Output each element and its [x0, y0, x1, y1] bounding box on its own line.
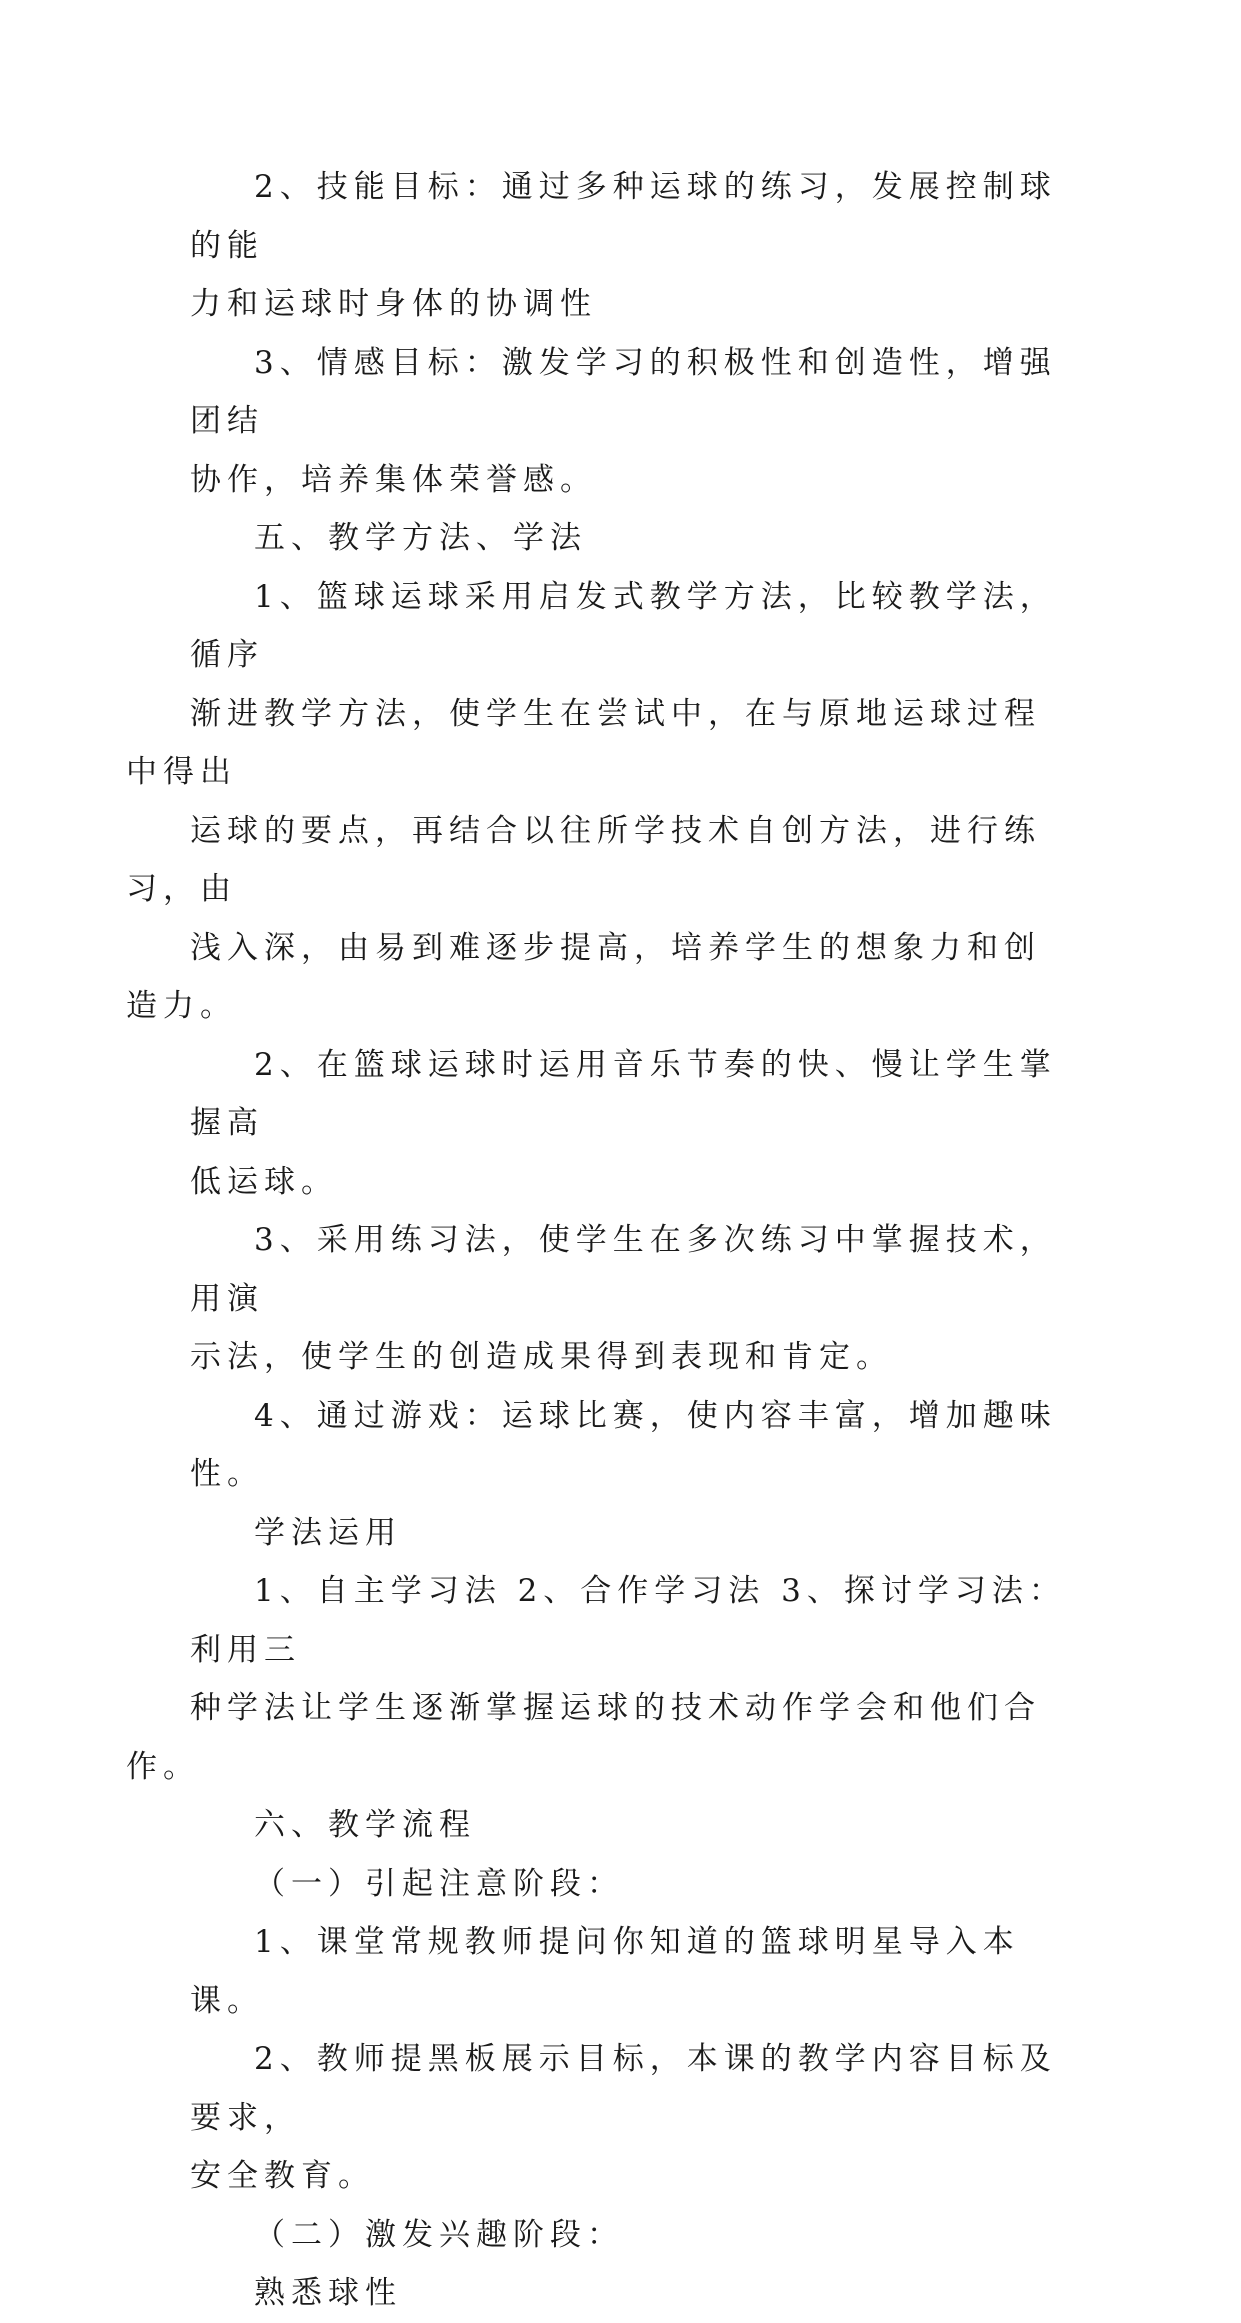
- text-line: 2、在篮球运球时运用音乐节奏的快、慢让学生掌握高: [190, 1046, 1057, 1141]
- section-heading-process: [190, 1796, 1070, 1855]
- text-line: 学法运用: [254, 1514, 402, 1551]
- text-line: 安全教育。: [190, 2158, 375, 2194]
- paragraph-method-3: [190, 1211, 1070, 1387]
- text-line: 1、课堂常规教师提问你知道的篮球明星导入本课。: [190, 1924, 1020, 2019]
- paragraph-learning-methods: [126, 1562, 1070, 1796]
- text-line: 3、采用练习法，使学生在多次练习中掌握技术，用演: [190, 1222, 1057, 1317]
- text-line: 五、教学方法、学法: [254, 520, 587, 556]
- subheading-learning-methods: [190, 1504, 1070, 1563]
- paragraph-skill-goal: [190, 158, 1070, 334]
- section-heading-methods: [190, 509, 1070, 568]
- paragraph-method-2: [190, 1036, 1070, 1212]
- text-line: （二）激发兴趣阶段：: [254, 2216, 624, 2253]
- document-body: [126, 158, 1070, 2323]
- paragraph-method-1: [126, 568, 1070, 1036]
- text-line: 协作，培养集体荣誉感。: [190, 461, 597, 498]
- subheading-interest-stage: [190, 2206, 1070, 2265]
- text-line: 六、教学流程: [254, 1807, 476, 1843]
- paragraph-method-4: [190, 1387, 1070, 1504]
- text-line: 示法，使学生的创造成果得到表现和肯定。: [190, 1339, 893, 1375]
- text-line: （一）引起注意阶段：: [254, 1865, 624, 1902]
- text-line: 运球的要点，再结合以往所学技术自创方法，进行练习，由: [126, 812, 1041, 907]
- subheading-attention-stage: [190, 1855, 1070, 1914]
- text-line: 种学法让学生逐渐掌握运球的技术动作学会和他们合作。: [126, 1690, 1041, 1785]
- text-line: 浅入深，由易到难逐步提高，培养学生的想象力和创造力。: [126, 929, 1041, 1024]
- paragraph-process-2: [190, 2030, 1070, 2206]
- paragraph-emotion-goal: [190, 334, 1070, 510]
- text-line: 熟悉球性: [254, 2275, 402, 2311]
- text-line: 3、情感目标：激发学习的积极性和创造性，增强团结: [190, 344, 1057, 439]
- text-line: 4、通过游戏：运球比赛，使内容丰富，增加趣味性。: [190, 1397, 1057, 1492]
- paragraph-ball-familiarity: [190, 2264, 1070, 2323]
- text-line: 2、教师提黑板展示目标，本课的教学内容目标及要求，: [190, 2041, 1057, 2136]
- text-line: 渐进教学方法，使学生在尝试中，在与原地运球过程中得出: [126, 695, 1041, 790]
- text-line: 1、自主学习法 2、合作学习法 3、探讨学习法：利用三: [190, 1573, 1066, 1668]
- text-line: 力和运球时身体的协调性: [190, 286, 597, 322]
- text-line: 低运球。: [190, 1163, 338, 1200]
- text-line: 1、篮球运球采用启发式教学方法，比较教学法，循序: [190, 578, 1057, 673]
- paragraph-process-1: [190, 1913, 1070, 2030]
- text-line: 2、技能目标：通过多种运球的练习，发展控制球的能: [190, 169, 1057, 264]
